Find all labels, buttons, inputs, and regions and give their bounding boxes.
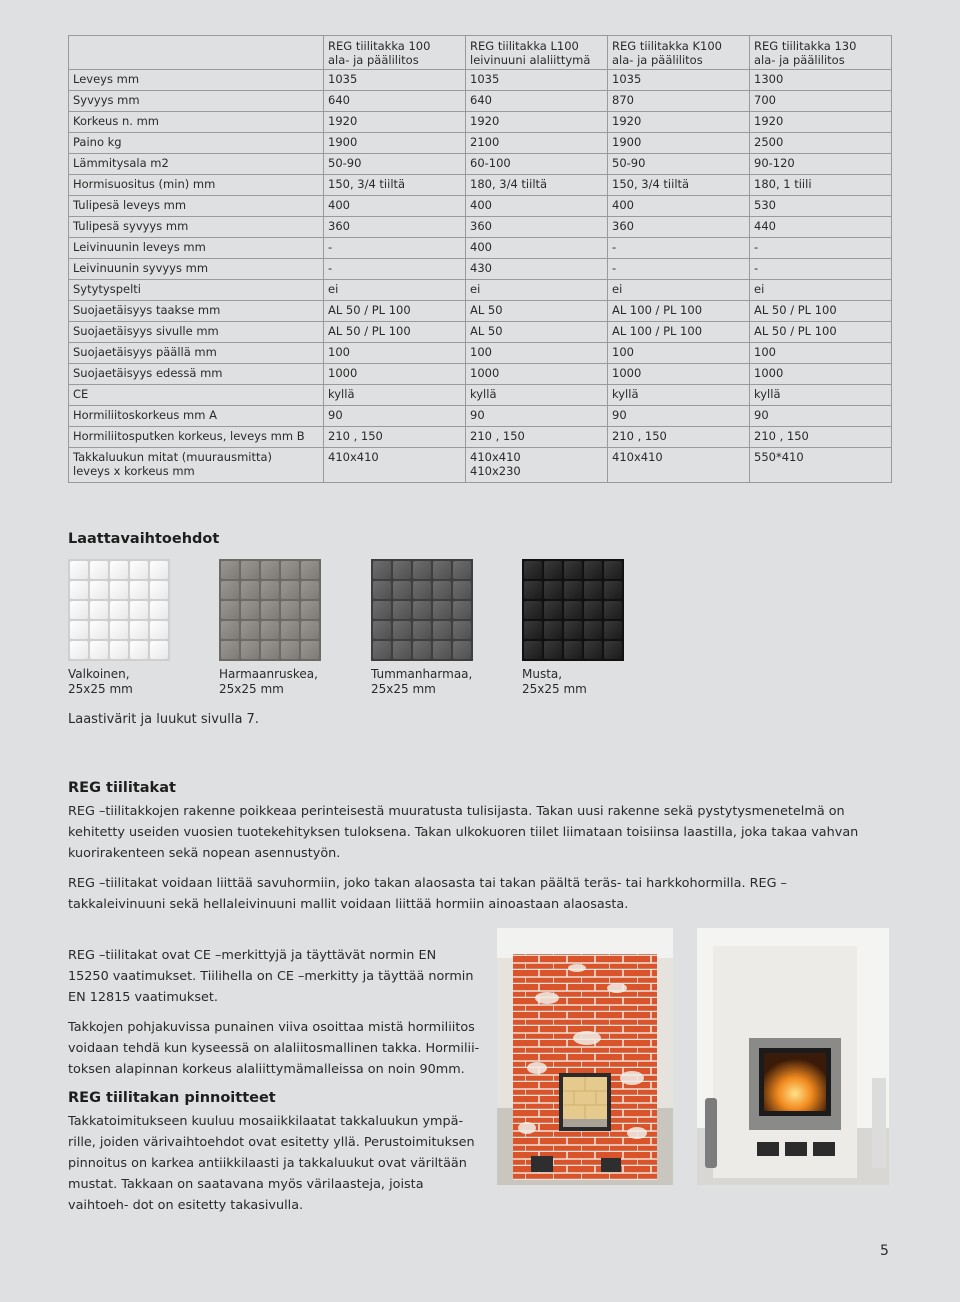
tile-cell xyxy=(373,561,391,579)
tile-cell xyxy=(241,641,259,659)
value-cell: 1035 xyxy=(466,70,608,91)
table-row xyxy=(69,259,892,280)
row-label-cell: Suojaetäisyys edessä mm xyxy=(69,364,324,385)
value-cell: ei xyxy=(608,280,750,301)
tile-cell xyxy=(110,601,128,619)
value-cell: 640 xyxy=(466,91,608,112)
value-cell: 210 , 150 xyxy=(324,427,466,448)
row-label-cell: Leveys mm xyxy=(69,70,324,91)
row-label-cell: Lämmitysala m2 xyxy=(69,154,324,175)
value-cell: 1900 xyxy=(324,133,466,154)
value-cell: 410x410 xyxy=(608,448,750,483)
value-cell: 870 xyxy=(608,91,750,112)
tile-cell xyxy=(393,641,411,659)
tile-cell xyxy=(301,621,319,639)
tile-cell xyxy=(524,601,542,619)
tile-cell xyxy=(413,621,431,639)
tile-cell xyxy=(373,601,391,619)
value-cell: 50-90 xyxy=(608,154,750,175)
tile-cell xyxy=(604,601,622,619)
tile-cell xyxy=(150,561,168,579)
tile-cell xyxy=(130,581,148,599)
tile-cell xyxy=(261,561,279,579)
tile-cell xyxy=(524,641,542,659)
tile-swatch-greybrown xyxy=(219,559,321,661)
value-cell: 100 xyxy=(466,343,608,364)
header-cell-regk100: REG tiilitakka K100 ala- ja päälilitos xyxy=(608,36,750,70)
row-label-cell: Hormiliitoskorkeus mm A xyxy=(69,406,324,427)
tile-options-heading: Laattavaihtoehdot xyxy=(68,531,220,547)
paragraph-coatings: Takkatoimitukseen kuuluu mosaiikkilaatat takkaluukun ympä- rille, joiden värivaihtoehdot ovat esitetty yllä. Perustoimituksen pinnoitus on karkea antiikkilaasti ja takkaluukut ovat väriltään mustat. Takkaan on saatavana myös värilaasteja, joista vaihtoeh- dot on esitetty takasivulla. xyxy=(68,1114,475,1213)
tile-cell xyxy=(584,561,602,579)
table-row xyxy=(69,196,892,217)
value-cell: 400 xyxy=(466,196,608,217)
table-row xyxy=(69,112,892,133)
value-cell: AL 50 / PL 100 xyxy=(750,301,892,322)
tile-cell xyxy=(261,621,279,639)
value-cell: 400 xyxy=(324,196,466,217)
tile-cell xyxy=(70,601,88,619)
tile-cell xyxy=(373,641,391,659)
spec-table xyxy=(68,35,892,483)
tile-cell xyxy=(433,581,451,599)
tile-cell xyxy=(544,581,562,599)
value-cell: 400 xyxy=(466,238,608,259)
tile-cell xyxy=(281,641,299,659)
paragraph-ce: REG –tiilitakat ovat CE –merkittyjä ja täyttävät normin EN 15250 vaatimukset. Tiilihella on CE –merkitty ja täyttää normin EN 12815 vaatimukset. xyxy=(68,948,474,1005)
tile-cell xyxy=(221,581,239,599)
header-cell-reg100: REG tiilitakka 100 ala- ja päälilitos xyxy=(324,36,466,70)
row-label-cell: Suojaetäisyys taakse mm xyxy=(69,301,324,322)
tile-cell xyxy=(261,601,279,619)
table-header-row xyxy=(69,36,892,70)
value-cell: 400 xyxy=(608,196,750,217)
tile-cell xyxy=(453,561,471,579)
tile-label-darkgrey: Tummanharmaa, 25x25 mm xyxy=(371,667,473,696)
value-cell: - xyxy=(324,238,466,259)
value-cell: 1900 xyxy=(608,133,750,154)
value-cell: AL 50 / PL 100 xyxy=(324,322,466,343)
value-cell: 100 xyxy=(608,343,750,364)
tile-cell xyxy=(281,561,299,579)
tile-cell xyxy=(301,601,319,619)
tile-cell xyxy=(544,621,562,639)
paragraph-chimney: REG –tiilitakat voidaan liittää savuhormiin, joko takan alaosasta tai takan päältä teräs- tai harkkohormilla. REG –takkaleivinuuni sekä hellaleivinuuni mallit voidaan liittää hormiin ainoastaan alaosasta. xyxy=(68,876,787,912)
row-label-cell: Suojaetäisyys päällä mm xyxy=(69,343,324,364)
value-cell: 210 , 150 xyxy=(750,427,892,448)
tile-cell xyxy=(241,621,259,639)
tile-cell xyxy=(433,561,451,579)
table-row xyxy=(69,238,892,259)
tile-cell xyxy=(604,581,622,599)
tile-cell xyxy=(221,561,239,579)
tile-cell xyxy=(70,561,88,579)
tile-swatch-darkgrey xyxy=(371,559,473,661)
value-cell: 90 xyxy=(466,406,608,427)
tile-cell xyxy=(241,561,259,579)
tile-cell xyxy=(281,601,299,619)
value-cell: ei xyxy=(750,280,892,301)
tile-cell xyxy=(130,561,148,579)
value-cell: 90 xyxy=(324,406,466,427)
value-cell: 1920 xyxy=(466,112,608,133)
value-cell: 1000 xyxy=(608,364,750,385)
tile-cell xyxy=(544,641,562,659)
tile-cell xyxy=(110,641,128,659)
tile-cell xyxy=(150,641,168,659)
row-label-cell: Leivinuunin leveys mm xyxy=(69,238,324,259)
value-cell: AL 50 xyxy=(466,301,608,322)
tile-cell xyxy=(150,601,168,619)
value-cell: kyllä xyxy=(324,385,466,406)
value-cell: 1035 xyxy=(608,70,750,91)
tile-cell xyxy=(453,601,471,619)
table-row xyxy=(69,280,892,301)
tile-cell xyxy=(604,561,622,579)
value-cell: 100 xyxy=(750,343,892,364)
value-cell: 640 xyxy=(324,91,466,112)
tile-cell xyxy=(90,561,108,579)
table-row xyxy=(69,175,892,196)
row-label-cell: Takkaluukun mitat (muurausmitta) leveys x korkeus mm xyxy=(69,448,324,483)
table-row xyxy=(69,217,892,238)
value-cell: AL 50 xyxy=(466,322,608,343)
table-row xyxy=(69,385,892,406)
value-cell: - xyxy=(608,238,750,259)
tile-cell xyxy=(413,581,431,599)
tile-cell xyxy=(301,581,319,599)
tile-cell xyxy=(70,621,88,639)
header-cell-regl100: REG tiilitakka L100 leivinuuni alaliittymä xyxy=(466,36,608,70)
value-cell: - xyxy=(750,238,892,259)
tile-cell xyxy=(433,601,451,619)
table-row xyxy=(69,448,892,483)
value-cell: kyllä xyxy=(750,385,892,406)
value-cell: 180, 1 tiili xyxy=(750,175,892,196)
tile-cell xyxy=(130,601,148,619)
tile-cell xyxy=(413,641,431,659)
tile-cell xyxy=(604,641,622,659)
value-cell: kyllä xyxy=(466,385,608,406)
tile-cell xyxy=(110,621,128,639)
value-cell: 700 xyxy=(750,91,892,112)
row-label-cell: Syvyys mm xyxy=(69,91,324,112)
tile-cell xyxy=(453,641,471,659)
tile-cell xyxy=(261,641,279,659)
value-cell: 1920 xyxy=(750,112,892,133)
value-cell: 1920 xyxy=(324,112,466,133)
tile-cell xyxy=(393,581,411,599)
header-cell-empty xyxy=(69,36,324,70)
tile-cell xyxy=(90,621,108,639)
tile-cell xyxy=(524,561,542,579)
tile-swatch-black xyxy=(522,559,624,661)
tile-cell xyxy=(604,621,622,639)
value-cell: 410x410 xyxy=(324,448,466,483)
tile-cell xyxy=(584,621,602,639)
table-row xyxy=(69,91,892,112)
photo-brick-fireplace xyxy=(497,928,673,1185)
table-row xyxy=(69,301,892,322)
value-cell: 90-120 xyxy=(750,154,892,175)
tile-cell xyxy=(241,601,259,619)
value-cell: 360 xyxy=(466,217,608,238)
value-cell: AL 50 / PL 100 xyxy=(324,301,466,322)
value-cell: 100 xyxy=(324,343,466,364)
row-label-cell: Korkeus n. mm xyxy=(69,112,324,133)
value-cell: - xyxy=(750,259,892,280)
tile-cell xyxy=(393,561,411,579)
value-cell: 550*410 xyxy=(750,448,892,483)
table-row xyxy=(69,70,892,91)
mortar-note: Laastivärit ja luukut sivulla 7. xyxy=(68,712,259,727)
tile-cell xyxy=(584,601,602,619)
table-row xyxy=(69,364,892,385)
tile-cell xyxy=(393,621,411,639)
tile-label-black: Musta, 25x25 mm xyxy=(522,667,587,696)
tile-cell xyxy=(261,581,279,599)
table-row xyxy=(69,427,892,448)
value-cell: 90 xyxy=(608,406,750,427)
tile-label-greybrown: Harmaanruskea, 25x25 mm xyxy=(219,667,318,696)
value-cell: 150, 3/4 tiiltä xyxy=(324,175,466,196)
tile-cell xyxy=(544,601,562,619)
tile-cell xyxy=(584,641,602,659)
value-cell: 50-90 xyxy=(324,154,466,175)
row-label-cell: Suojaetäisyys sivulle mm xyxy=(69,322,324,343)
tile-cell xyxy=(564,601,582,619)
tile-cell xyxy=(150,581,168,599)
value-cell: 2500 xyxy=(750,133,892,154)
tile-cell xyxy=(433,621,451,639)
tile-cell xyxy=(301,641,319,659)
tile-cell xyxy=(221,641,239,659)
value-cell: ei xyxy=(324,280,466,301)
tile-cell xyxy=(110,581,128,599)
tile-cell xyxy=(90,601,108,619)
tile-cell xyxy=(130,621,148,639)
tile-cell xyxy=(413,561,431,579)
row-label-cell: CE xyxy=(69,385,324,406)
tile-cell xyxy=(110,561,128,579)
tile-cell xyxy=(524,581,542,599)
paragraph-structure: REG –tiilitakkojen rakenne poikkeaa perinteisestä muuratusta tulisijasta. Takan uusi rakenne sekä pystytysmenetelmä on kehitetty useiden vuosien tuotekehityksen tuloksena. Takan ulkokuoren tiilet liimataan toisiinsa laastilla, joka takaa vahvan kuorirakenteen sekä nopean asennustyön. xyxy=(68,804,859,861)
value-cell: AL 50 / PL 100 xyxy=(750,322,892,343)
value-cell: 360 xyxy=(608,217,750,238)
value-cell: AL 100 / PL 100 xyxy=(608,301,750,322)
tile-cell xyxy=(393,601,411,619)
value-cell: ei xyxy=(466,280,608,301)
paragraph-plans: Takkojen pohjakuvissa punainen viiva osoittaa mistä hormiliitos voidaan tehdä kun kyseessä on alaliitosmallinen takka. Hormilii- toksen alapinnan korkeus alaliittymämalleissa on noin 90mm. xyxy=(68,1020,480,1077)
value-cell: 90 xyxy=(750,406,892,427)
value-cell: 1000 xyxy=(466,364,608,385)
tile-cell xyxy=(70,641,88,659)
tile-cell xyxy=(564,581,582,599)
tile-cell xyxy=(70,581,88,599)
table-row xyxy=(69,406,892,427)
tile-cell xyxy=(150,621,168,639)
tile-cell xyxy=(221,601,239,619)
tile-cell xyxy=(564,641,582,659)
tile-cell xyxy=(433,641,451,659)
header-cell-reg130: REG tiilitakka 130 ala- ja päälilitos xyxy=(750,36,892,70)
value-cell: - xyxy=(608,259,750,280)
photo-finished-fireplace xyxy=(697,928,889,1185)
value-cell: 1920 xyxy=(608,112,750,133)
value-cell: 1035 xyxy=(324,70,466,91)
tile-cell xyxy=(524,621,542,639)
row-label-cell: Paino kg xyxy=(69,133,324,154)
tile-cell xyxy=(564,621,582,639)
value-cell: AL 100 / PL 100 xyxy=(608,322,750,343)
tile-cell xyxy=(564,561,582,579)
value-cell: kyllä xyxy=(608,385,750,406)
value-cell: 210 , 150 xyxy=(466,427,608,448)
tile-cell xyxy=(413,601,431,619)
value-cell: 410x410 410x230 xyxy=(466,448,608,483)
tile-cell xyxy=(90,641,108,659)
section-heading-pinnoitteet: REG tiilitakan pinnoitteet xyxy=(68,1090,276,1106)
value-cell: 1300 xyxy=(750,70,892,91)
table-row xyxy=(69,154,892,175)
value-cell: 2100 xyxy=(466,133,608,154)
value-cell: - xyxy=(324,259,466,280)
table-row xyxy=(69,343,892,364)
page-number: 5 xyxy=(880,1243,889,1259)
value-cell: 1000 xyxy=(750,364,892,385)
tile-cell xyxy=(130,641,148,659)
row-label-cell: Hormisuositus (min) mm xyxy=(69,175,324,196)
tile-cell xyxy=(373,621,391,639)
value-cell: 210 , 150 xyxy=(608,427,750,448)
row-label-cell: Tulipesä leveys mm xyxy=(69,196,324,217)
table-row xyxy=(69,133,892,154)
tile-swatch-white xyxy=(68,559,170,661)
row-label-cell: Sytytyspelti xyxy=(69,280,324,301)
value-cell: 60-100 xyxy=(466,154,608,175)
row-label-cell: Leivinuunin syvyys mm xyxy=(69,259,324,280)
tile-cell xyxy=(453,621,471,639)
tile-cell xyxy=(241,581,259,599)
row-label-cell: Tulipesä syvyys mm xyxy=(69,217,324,238)
tile-cell xyxy=(373,581,391,599)
tile-cell xyxy=(281,621,299,639)
row-label-cell: Hormiliitosputken korkeus, leveys mm B xyxy=(69,427,324,448)
tile-cell xyxy=(544,561,562,579)
tile-cell xyxy=(301,561,319,579)
tile-cell xyxy=(90,581,108,599)
tile-cell xyxy=(221,621,239,639)
value-cell: 430 xyxy=(466,259,608,280)
tile-label-white: Valkoinen, 25x25 mm xyxy=(68,667,133,696)
tile-cell xyxy=(281,581,299,599)
value-cell: 440 xyxy=(750,217,892,238)
value-cell: 150, 3/4 tiiltä xyxy=(608,175,750,196)
value-cell: 1000 xyxy=(324,364,466,385)
tile-cell xyxy=(584,581,602,599)
section-heading-reg-tiilitakat: REG tiilitakat xyxy=(68,780,176,796)
value-cell: 530 xyxy=(750,196,892,217)
tile-cell xyxy=(453,581,471,599)
table-row xyxy=(69,322,892,343)
value-cell: 360 xyxy=(324,217,466,238)
value-cell: 180, 3/4 tiiltä xyxy=(466,175,608,196)
